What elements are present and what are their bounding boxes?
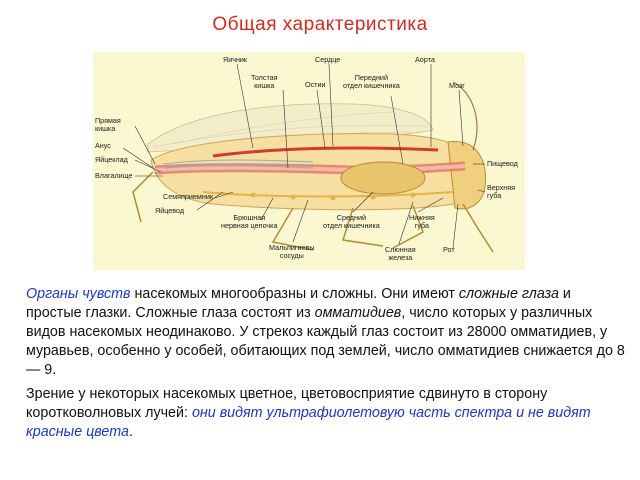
emphasis-sense-organs: Органы чувств <box>26 286 131 302</box>
emphasis-compound-eyes: сложные глаза <box>458 286 559 302</box>
label-rectum: Прямая кишка <box>95 116 121 134</box>
emphasis-ommatidia: омматидиев <box>314 305 402 321</box>
label-aorta: Аорта <box>415 55 435 64</box>
midgut <box>341 162 425 194</box>
label-spermatheca: Семяприемник <box>163 192 213 201</box>
label-ovipositor: Яйцеклад <box>95 155 128 164</box>
label-ostia: Остии <box>305 80 326 89</box>
paragraph2-text-a: Зрение у некоторых насекомых цветное, цветовосприятие сдвинуто в сторону коротковолновых лучей: <box>26 386 548 421</box>
paragraph-sense-organs <box>26 285 626 380</box>
label-upper-lip: Верхняя губа <box>487 183 516 201</box>
label-esophagus: Пищевод <box>487 159 518 168</box>
label-colon: Толстая кишка <box>251 73 278 91</box>
label-malpighian-tubules: Мальпигиевы сосуды <box>269 243 315 261</box>
insect-head <box>448 142 486 209</box>
label-anus: Анус <box>95 141 111 150</box>
label-brain: Мозг <box>449 81 465 90</box>
paragraph1-text-a: насекомых многообразны и сложны. Они имеют <box>130 286 459 302</box>
label-midgut: Средний отдел кишечника <box>323 213 380 231</box>
label-oviduct: Яйцевод <box>155 206 185 215</box>
label-mouth: Рот <box>443 245 455 254</box>
label-foregut: Передний отдел кишечника <box>343 73 400 91</box>
emphasis-ultraviolet: они видят ультрафиолетовую часть спектра и не видят красные цвета <box>26 405 591 440</box>
paragraph2-text-b: . <box>128 424 133 440</box>
paragraph1-text-c: , число которых у различных видов насекомых неодинаково. У стрекоз каждый глаз состоит из 28000 омматидиев, у муравьев, особенно у особей, обитающих под землей, число омматидиев снижается до 8 — 9. <box>26 305 625 378</box>
label-heart: Сердце <box>315 55 341 64</box>
page-title: Общая характеристика <box>212 14 428 35</box>
antenna <box>453 82 477 150</box>
label-salivary-gland: Слюнная железа <box>385 245 416 263</box>
label-nerve-cord: Брюшная нервная цепочка <box>221 213 278 231</box>
paragraph1-text-b: и простые глазки. Сложные глаза состоят из <box>26 286 571 321</box>
insect-anatomy-figure <box>93 52 525 270</box>
paragraph-color-vision <box>26 385 626 442</box>
label-vagina: Влагалище <box>95 171 133 180</box>
label-lower-lip: Нижняя губа <box>409 213 435 231</box>
label-ovary: Яичник <box>223 55 248 64</box>
